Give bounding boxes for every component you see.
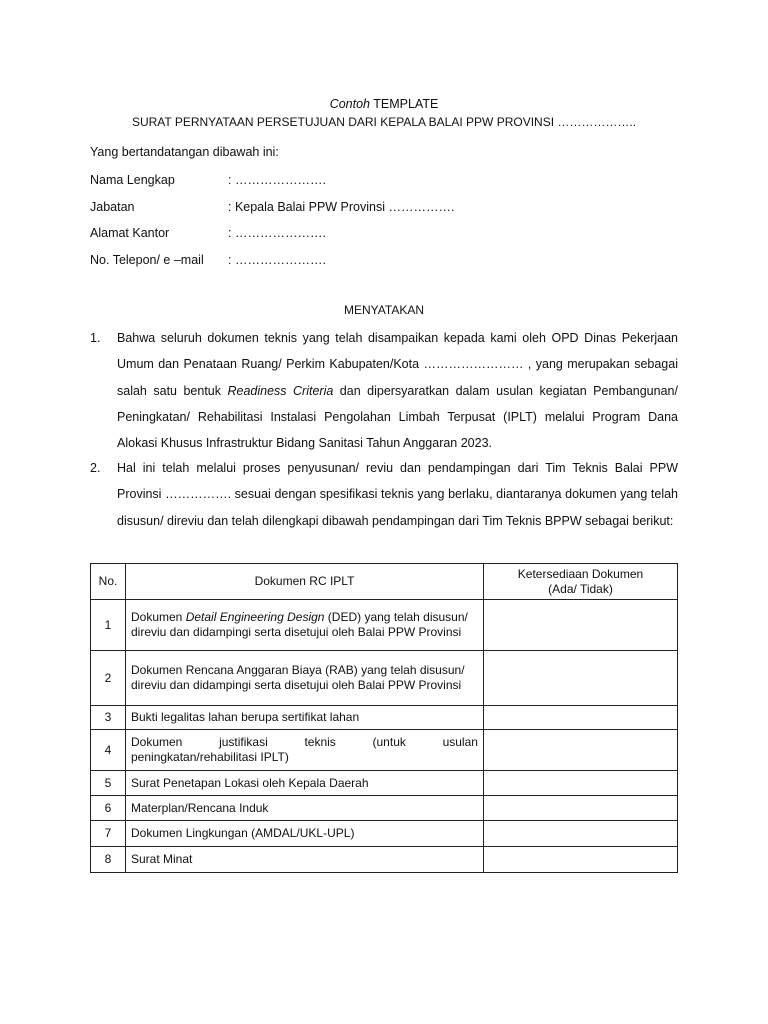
row-number: 2: [91, 651, 126, 706]
row-document: Surat Minat: [126, 847, 484, 873]
field-value: : ………………….: [228, 226, 326, 240]
statement-2: [90, 455, 678, 534]
field-value: : ………………….: [228, 252, 326, 267]
table-row: [91, 651, 678, 706]
field-label: Jabatan: [90, 199, 135, 214]
statement-text: [117, 325, 678, 456]
table-row: [91, 706, 678, 730]
table-row: [91, 796, 678, 821]
table-row: [91, 600, 678, 651]
row-document: Surat Penetapan Lokasi oleh Kepala Daerah: [126, 771, 484, 796]
row-number: 3: [91, 706, 126, 730]
row-document: [126, 600, 484, 651]
header-dokumen: Dokumen RC IPLT: [126, 564, 484, 600]
field-label: Nama Lengkap: [90, 173, 175, 187]
row-doc-line1: [131, 735, 478, 750]
table-row: [91, 730, 678, 771]
header-ketersediaan-line1: Ketersediaan Dokumen: [517, 566, 644, 581]
row-availability-cell[interactable]: [484, 730, 678, 771]
menyatakan-heading: MENYATAKAN: [343, 303, 424, 317]
row-doc-word: usulan: [442, 735, 478, 749]
row-document: Bukti legalitas lahan berupa sertifikat lahan: [126, 706, 484, 730]
row-number: 1: [91, 600, 126, 651]
row-doc-italic: Detail Engineering Design: [185, 610, 325, 624]
row-availability-cell[interactable]: [484, 706, 678, 730]
row-availability-cell[interactable]: [484, 651, 678, 706]
template-word: TEMPLATE: [373, 97, 439, 111]
row-doc-post: (DED) yang telah disusun/ direviu dan didampingi serta disetujui oleh Balai PPW Provinsi: [131, 610, 468, 639]
statement-italic: Readiness Criteria: [227, 383, 334, 398]
row-availability-cell[interactable]: [484, 796, 678, 821]
row-document: [126, 730, 484, 771]
row-doc-word: (untuk: [372, 735, 406, 749]
row-number: 4: [91, 730, 126, 771]
signer-fields: [90, 171, 454, 277]
field-jabatan: [90, 198, 454, 225]
template-label: [0, 95, 768, 113]
row-number: 6: [91, 796, 126, 821]
table-row: [91, 847, 678, 873]
field-telepon: [90, 251, 454, 278]
row-availability-cell[interactable]: [484, 821, 678, 847]
statement-text-b: dan dipersyaratkan dalam usulan kegiatan Pembangunan/ Peningkatan/ Rehabilitasi Instalasi Pengolahan Limbah Terpusat (IPLT) melalui Program Dana Alokasi Khusus Infrastruktur Bidang Sanitasi Tahun Anggaran 2023.: [117, 383, 678, 451]
field-value: : ………………….: [228, 173, 326, 187]
row-doc-word: justifikasi: [219, 735, 268, 749]
list-number: 1.: [90, 331, 101, 345]
row-doc-pre: Dokumen: [131, 610, 183, 624]
header-ketersediaan: [484, 564, 678, 600]
field-label: No. Telepon/ e –mail: [90, 252, 204, 267]
statement-text-a: Bahwa seluruh dokumen teknis yang telah disampaikan kepada kami oleh OPD Dinas Pekerjaan Umum dan Penataan Ruang/ Perkim Kabupaten/Kota …………………… , yang merupakan sebagai salah satu bentuk: [117, 331, 678, 398]
field-value: : Kepala Balai PPW Provinsi …………….: [228, 199, 455, 214]
list-number: 2.: [90, 461, 101, 475]
row-document: Materplan/Rencana Induk: [126, 796, 484, 821]
table-row: [91, 771, 678, 796]
header-ketersediaan-line2: (Ada/ Tidak): [548, 581, 613, 596]
row-doc-line2: peningkatan/rehabilitasi IPLT): [131, 750, 289, 764]
table-header-row: [91, 564, 678, 600]
intro-text: Yang bertandatangan dibawah ini:: [90, 145, 279, 159]
row-availability-cell[interactable]: [484, 600, 678, 651]
field-nama: [90, 171, 454, 198]
row-availability-cell[interactable]: [484, 847, 678, 873]
table-row: [91, 821, 678, 847]
row-number: 7: [91, 821, 126, 847]
row-doc-word: teknis: [304, 735, 336, 749]
field-alamat: [90, 224, 454, 251]
row-document: Dokumen Lingkungan (AMDAL/UKL-UPL): [126, 821, 484, 847]
document-title-block: [0, 95, 768, 131]
contoh-label: Contoh: [329, 97, 370, 111]
row-availability-cell[interactable]: [484, 771, 678, 796]
row-document: Dokumen Rencana Anggaran Biaya (RAB) yang telah disusun/ direviu dan didampingi serta disetujui oleh Balai PPW Provinsi: [126, 651, 484, 706]
row-number: 8: [91, 847, 126, 873]
statement-1: [90, 325, 678, 456]
row-number: 5: [91, 771, 126, 796]
row-doc-word: Dokumen: [131, 735, 183, 749]
header-no: No.: [91, 564, 126, 600]
document-table: [90, 563, 678, 873]
statement-text: Hal ini telah melalui proses penyusunan/ reviu dan pendampingan dari Tim Teknis Balai PPW Provinsi ……………. sesuai dengan spesifikasi teknis yang berlaku, diantaranya dokumen yang telah disusun/ direviu dan telah dilengkapi dibawah pendampingan dari Tim Teknis BPPW sebagai berikut:: [117, 461, 678, 528]
document-title: SURAT PERNYATAAN PERSETUJUAN DARI KEPALA BALAI PPW PROVINSI ………………..: [131, 115, 637, 129]
field-label: Alamat Kantor: [90, 226, 170, 240]
